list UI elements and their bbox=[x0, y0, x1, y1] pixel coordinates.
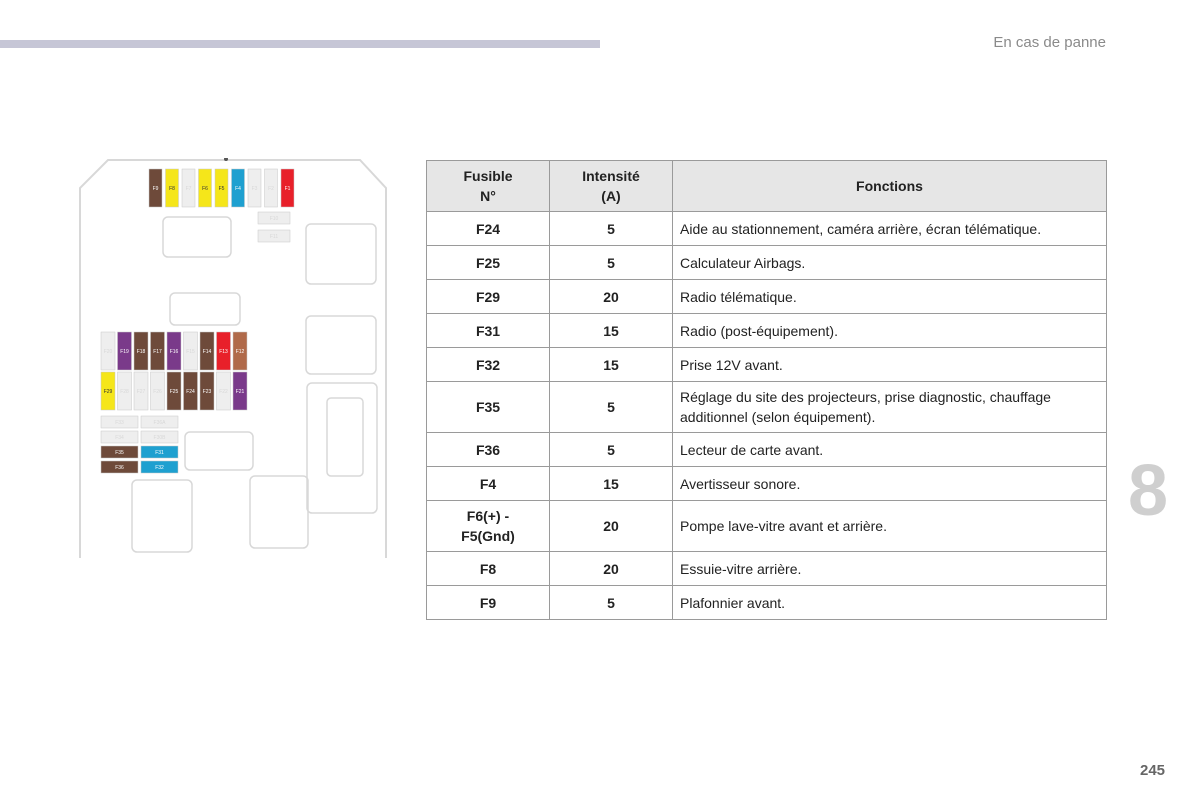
fuse-label: F19 bbox=[120, 349, 129, 355]
housing-slot bbox=[163, 217, 231, 257]
fuse-label: F34 bbox=[115, 435, 124, 441]
table-row bbox=[427, 280, 1107, 314]
fuse-table-body bbox=[427, 212, 1107, 620]
amperage-cell: 20 bbox=[550, 501, 673, 552]
chapter-number: 8 bbox=[1128, 451, 1169, 531]
fuse-label: F20 bbox=[103, 349, 113, 355]
fuse-label: F4 bbox=[235, 186, 241, 192]
header-bar bbox=[0, 40, 600, 48]
function-cell: Avertisseur sonore. bbox=[673, 467, 1107, 501]
fuse-label: F23 bbox=[202, 389, 212, 395]
table-row bbox=[427, 382, 1107, 433]
fuse-low-f25 bbox=[167, 372, 181, 410]
fuse-low-f21 bbox=[233, 372, 247, 410]
fuse-top-f4 bbox=[232, 169, 245, 207]
fuse-side-f10 bbox=[258, 212, 290, 224]
amperage-cell: 5 bbox=[550, 212, 673, 246]
fuse-label: F3 bbox=[251, 186, 258, 192]
fuse-label: F5 bbox=[218, 186, 225, 192]
fuse-low-f28 bbox=[118, 372, 132, 410]
fuse-id-cell: F32 bbox=[427, 348, 550, 382]
fuse-id-cell: F4 bbox=[427, 467, 550, 501]
fuse-label: F33 bbox=[115, 420, 124, 426]
amperage-cell: 15 bbox=[550, 348, 673, 382]
table-header-row bbox=[427, 161, 1107, 212]
fuse-box-diagram bbox=[78, 158, 390, 560]
table-row bbox=[427, 586, 1107, 620]
page-number: 245 bbox=[1140, 762, 1166, 779]
table-row bbox=[427, 501, 1107, 552]
housing-slot bbox=[307, 383, 377, 513]
fuse-label: F21 bbox=[235, 389, 245, 395]
fuse-label: F1 bbox=[284, 186, 291, 192]
fuse-maxi-f33 bbox=[101, 416, 138, 428]
function-cell: Plafonnier avant. bbox=[673, 586, 1107, 620]
fuse-label: F30B bbox=[153, 435, 166, 441]
fuse-label: F2 bbox=[268, 186, 274, 192]
fuse-label: F22 bbox=[219, 389, 228, 395]
fuse-maxi-f32 bbox=[141, 461, 178, 473]
fuse-top-f1 bbox=[281, 169, 294, 207]
fuse-maxi-f35 bbox=[101, 446, 138, 458]
column-header-fuse: Fusible N° bbox=[427, 161, 550, 212]
fuse-id-cell: F36 bbox=[427, 433, 550, 467]
fuse-low-f22 bbox=[217, 372, 231, 410]
fuse-id-cell: F8 bbox=[427, 552, 550, 586]
housing-slot bbox=[306, 316, 376, 374]
fuse-maxi-f34 bbox=[101, 431, 138, 443]
fuse-maxi-f31 bbox=[141, 446, 178, 458]
housing-slot bbox=[327, 398, 363, 476]
fuse-low-f24 bbox=[184, 372, 198, 410]
fuse-top-f6 bbox=[199, 169, 212, 207]
fuse-id-cell: F6(+) - F5(Gnd) bbox=[427, 501, 550, 552]
fuse-id-cell: F29 bbox=[427, 280, 550, 314]
fuse-box-svg bbox=[78, 158, 390, 560]
fuse-label: F26 bbox=[153, 389, 162, 395]
fuse-label: F29 bbox=[103, 389, 113, 395]
table-row bbox=[427, 246, 1107, 280]
fuse-mid-f17 bbox=[151, 332, 165, 370]
fuse-id-cell: F31 bbox=[427, 314, 550, 348]
fuse-label: F12 bbox=[235, 349, 245, 355]
fuse-table bbox=[426, 160, 1107, 620]
table-row bbox=[427, 552, 1107, 586]
fuse-label: F31 bbox=[155, 450, 164, 456]
fuse-label: F24 bbox=[186, 389, 195, 395]
table-row bbox=[427, 314, 1107, 348]
fuse-id-cell: F25 bbox=[427, 246, 550, 280]
fuse-label: F36 bbox=[115, 465, 124, 471]
fuse-label: F16 bbox=[169, 349, 179, 355]
fuse-top-f2 bbox=[265, 169, 278, 207]
fuse-id-cell: F35 bbox=[427, 382, 550, 433]
fuse-label: F10 bbox=[269, 216, 279, 222]
amperage-cell: 20 bbox=[550, 280, 673, 314]
fuse-label: F28 bbox=[120, 389, 129, 395]
amperage-cell: 5 bbox=[550, 586, 673, 620]
housing-slot bbox=[185, 432, 253, 470]
function-cell: Lecteur de carte avant. bbox=[673, 433, 1107, 467]
function-cell: Calculateur Airbags. bbox=[673, 246, 1107, 280]
table-row bbox=[427, 467, 1107, 501]
fuse-maxi-f36a bbox=[141, 416, 178, 428]
fuse-side-f11 bbox=[258, 230, 290, 242]
fuse-label: F9 bbox=[152, 186, 159, 192]
column-header-amperage: Intensité (A) bbox=[550, 161, 673, 212]
amperage-cell: 5 bbox=[550, 433, 673, 467]
fuse-id-cell: F24 bbox=[427, 212, 550, 246]
fuse-label: F15 bbox=[186, 349, 195, 355]
fuse-mid-f16 bbox=[167, 332, 181, 370]
housing-slot bbox=[250, 476, 308, 548]
amperage-cell: 5 bbox=[550, 246, 673, 280]
fuse-mid-f12 bbox=[233, 332, 247, 370]
fuse-label: F18 bbox=[136, 349, 146, 355]
fuse-top-f8 bbox=[166, 169, 179, 207]
amperage-cell: 15 bbox=[550, 467, 673, 501]
fuse-low-f26 bbox=[151, 372, 165, 410]
fuse-top-f5 bbox=[215, 169, 228, 207]
fuse-low-f27 bbox=[134, 372, 148, 410]
fuse-label: F27 bbox=[136, 389, 146, 395]
table-row bbox=[427, 348, 1107, 382]
fuse-low-f29 bbox=[101, 372, 115, 410]
fuse-mid-f18 bbox=[134, 332, 148, 370]
fuse-label: F25 bbox=[169, 389, 179, 395]
housing-slot bbox=[132, 480, 192, 552]
fuse-maxi-f36 bbox=[101, 461, 138, 473]
fuse-mid-f19 bbox=[118, 332, 132, 370]
function-cell: Aide au stationnement, caméra arrière, écran télématique. bbox=[673, 212, 1107, 246]
section-title: En cas de panne bbox=[993, 34, 1106, 51]
fuse-top-f7 bbox=[182, 169, 195, 207]
fuse-mid-f13 bbox=[217, 332, 231, 370]
housing-slot bbox=[170, 293, 240, 325]
function-cell: Réglage du site des projecteurs, prise diagnostic, chauffage additionnel (selon équipement). bbox=[673, 382, 1107, 433]
fuse-top-f9 bbox=[149, 169, 162, 207]
fuse-label: F32 bbox=[155, 465, 164, 471]
table-row bbox=[427, 212, 1107, 246]
amperage-cell: 20 bbox=[550, 552, 673, 586]
fuse-mid-f14 bbox=[200, 332, 214, 370]
fuse-label: F7 bbox=[185, 186, 192, 192]
function-cell: Prise 12V avant. bbox=[673, 348, 1107, 382]
fuse-label: F11 bbox=[269, 234, 279, 240]
fuse-label: F6 bbox=[202, 186, 208, 192]
fuse-label: F8 bbox=[169, 186, 175, 192]
amperage-cell: 5 bbox=[550, 382, 673, 433]
fuse-maxi-f30b bbox=[141, 431, 178, 443]
function-cell: Radio (post-équipement). bbox=[673, 314, 1107, 348]
fuse-mid-f20 bbox=[101, 332, 115, 370]
fuse-label: F14 bbox=[202, 349, 212, 355]
fuse-id-cell: F9 bbox=[427, 586, 550, 620]
fuse-label: F17 bbox=[153, 349, 162, 355]
table-row bbox=[427, 433, 1107, 467]
function-cell: Radio télématique. bbox=[673, 280, 1107, 314]
fuse-mid-f15 bbox=[184, 332, 198, 370]
fuse-label: F35 bbox=[115, 450, 124, 456]
amperage-cell: 15 bbox=[550, 314, 673, 348]
fuse-low-f23 bbox=[200, 372, 214, 410]
fuse-label: F36A bbox=[153, 420, 166, 426]
fuse-label: F13 bbox=[219, 349, 228, 355]
function-cell: Pompe lave-vitre avant et arrière. bbox=[673, 501, 1107, 552]
fuse-top-f3 bbox=[248, 169, 261, 207]
function-cell: Essuie-vitre arrière. bbox=[673, 552, 1107, 586]
housing-slot bbox=[306, 224, 376, 284]
column-header-functions: Fonctions bbox=[673, 161, 1107, 212]
